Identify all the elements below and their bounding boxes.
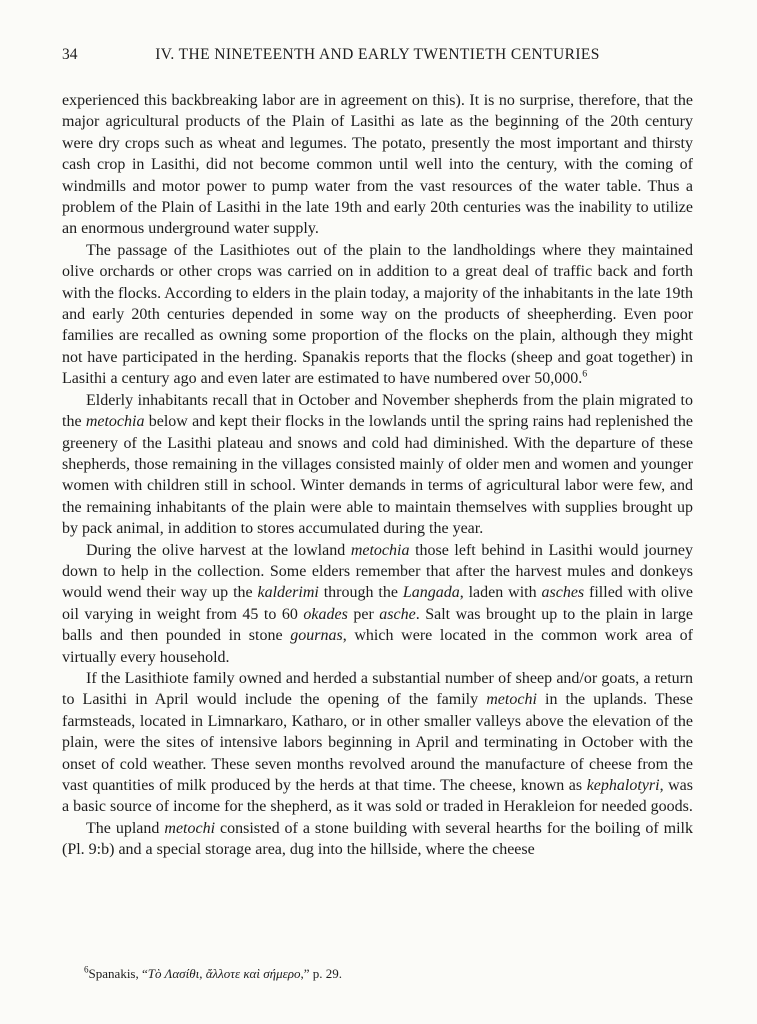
italic-term: okades — [303, 605, 348, 623]
text-run: If the Lasithiote family owned and herded a substantial number of sheep and/or goats, a return to Lasithi in April would include the opening of the family — [62, 669, 693, 709]
text-run: per — [347, 605, 380, 623]
italic-term: kalderimi — [257, 584, 319, 602]
italic-term: asche — [379, 605, 416, 623]
italic-term: Τὸ Λασίθι, ἄλλοτε καὶ σήμερο — [147, 966, 301, 981]
italic-term: asches — [541, 584, 585, 602]
paragraph — [62, 240, 693, 390]
text-run: The upland — [86, 819, 165, 837]
italic-term: Langada — [402, 584, 460, 602]
paragraph — [62, 390, 693, 540]
page-number: 34 — [62, 46, 78, 63]
text-run: Spanakis, “ — [88, 966, 148, 981]
text-run: During the olive harvest at the lowland — [86, 541, 351, 559]
italic-term: metochi — [164, 819, 216, 837]
paragraph — [62, 818, 693, 861]
italic-term: kephalotyri — [586, 777, 660, 794]
italic-term: metochi — [486, 691, 537, 709]
italic-term: gournas — [290, 627, 343, 645]
paragraph — [62, 540, 693, 668]
footnote-reference: 6 — [84, 964, 89, 975]
text-run: in the uplands. These farmsteads, located in Limnarkaro, Katharo, or in other smaller valleys above the elevation of the plain, were the sites of intensive labors beginning in April and terminating in October with the onset of cold weather. These seven months revolved around the manufacture of cheese from the vast quantities of milk produced by the herds at that time. The cheese, known as — [62, 691, 693, 794]
text-run: below and kept their flocks in the lowlands until the spring rains had replenished the greenery of the Lasithi plateau and snows and cold had diminished. With the departure of these shepherds, those remaining in the villages consisted mainly of older men and women and younger women with children still in school. Winter demands in terms of agricultural labor were few, and the remaining inhabitants of the plain were able to maintain themselves with supplies brought up by pack animal, in addition to stores accumulated during the year. — [62, 413, 693, 538]
text-run: Elderly inhabitants recall that in October and November shepherds from the plain migrated to the — [62, 391, 693, 431]
running-head — [62, 46, 693, 64]
paragraph — [62, 668, 693, 818]
text-run: filled with olive oil varying in weight from 45 to 60 — [62, 584, 694, 623]
text-run: experienced this backbreaking labor are in agreement on this). It is no surprise, therefore, that the major agricultural products of the Plain of Lasithi as late as the beginning of the 20th century were dry crops such as wheat and legumes. The potato, presently the most important and thirsty cash crop in Lasithi, did not become common until well into the century, with the coming of windmills and motor power to pump water from the vast resources of the water table. Thus a problem of the Plain of Lasithi in the late 19th and early 20th centuries was the inability to utilize an enormous underground water supply. — [62, 92, 693, 238]
paragraph — [62, 90, 693, 240]
italic-term: metochia — [350, 541, 410, 559]
italic-term: metochia — [85, 413, 145, 431]
footnote-reference: 6 — [582, 368, 588, 380]
text-run: consisted of a stone building with several hearths for the boiling of milk (Pl. 9:b) and a special storage area, dug into the hillside, where the cheese — [62, 819, 694, 859]
text-run: through the — [318, 584, 403, 602]
footnote — [62, 966, 693, 982]
text-run: , which were located in the common work area of virtually every household. — [62, 627, 693, 666]
text-run: those left behind in Lasithi would journey down to help in the collection. Some elders remember that after the harvest mules and donkeys would wend their way up the — [62, 541, 693, 602]
body-text — [62, 90, 693, 861]
text-run: ,” p. 29. — [300, 966, 343, 981]
running-header-title: IV. THE NINETEENTH AND EARLY TWENTIETH CENTURIES — [155, 46, 600, 63]
text-run: The passage of the Lasithiotes out of the plain to the landholdings where they maintained olive orchards or other crops was carried on in addition to a great deal of traffic back and forth with the flocks. According to elders in the plain today, a majority of the inhabitants in the late 19th and early 20th centuries depended in some way on the products of sheepherding. Even poor families are recalled as owning some proportion of the flocks on the plain, although they might not have participated in the herding. Spanakis reports that the flocks (sheep and goat together) in Lasithi a century ago and even later are estimated to have numbered over 50,000. — [62, 241, 693, 388]
text-run: . Salt was brought up to the plain in large balls and then pounded in stone — [62, 605, 693, 645]
text-run: , laden with — [459, 584, 542, 602]
text-run: , was a basic source of income for the shepherd, as it was sold or traded in Herakleion for needed goods. — [62, 777, 693, 816]
